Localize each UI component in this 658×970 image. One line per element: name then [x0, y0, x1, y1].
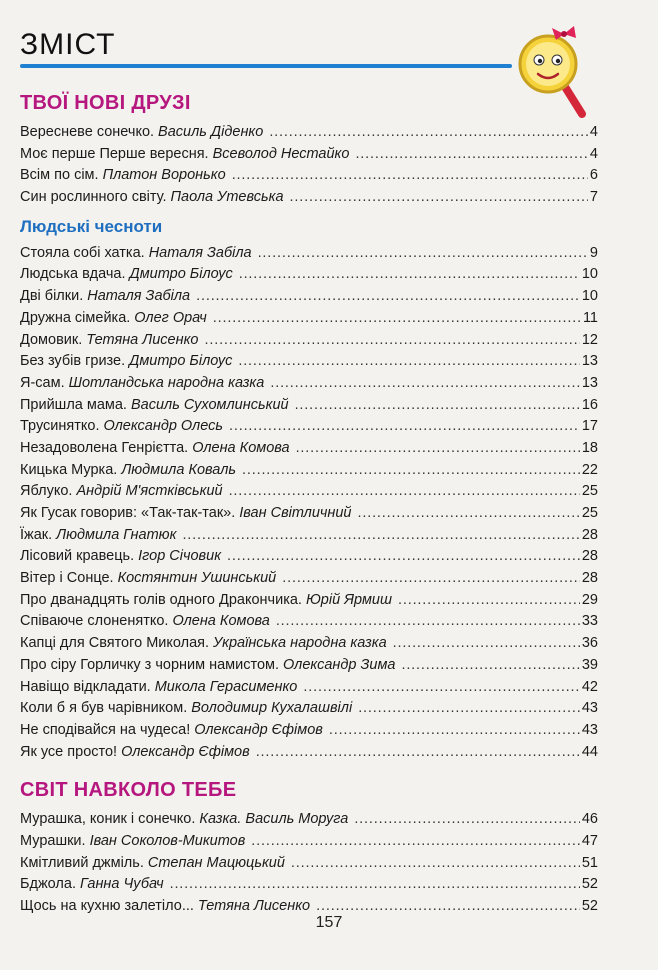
entry-author: Олена Комова [172, 613, 270, 630]
dot-leader [291, 853, 580, 875]
toc-entry [20, 122, 598, 144]
entry-page: 4 [589, 124, 598, 140]
entry-author: Тетяна Лисенко [197, 898, 311, 914]
entry-page: 47 [581, 832, 598, 849]
entry-title: Всім по сім. [20, 167, 99, 184]
toc-entry [20, 525, 598, 547]
entry-author: Тетяна Лисенко [86, 331, 199, 348]
toc-entry [20, 698, 598, 720]
entry-author: Платон Воронько [102, 167, 226, 184]
toc-entry [20, 264, 598, 286]
dot-leader [227, 546, 580, 568]
entry-page: 51 [581, 854, 598, 871]
dot-leader [205, 330, 580, 352]
entry-title: Вересневе сонечко. [20, 124, 155, 140]
entry-title: Без зубів гризе. [20, 353, 126, 370]
entry-title: Бджола. [20, 876, 76, 893]
entry-page: 39 [581, 656, 598, 673]
entry-page: 52 [581, 876, 598, 893]
entry-author: Іван Світличний [239, 505, 352, 521]
toc-entry [20, 720, 598, 742]
entry-title: Стояла собі хатка. [20, 244, 145, 261]
entry-title: Моє перше Перше вересня. [20, 145, 209, 162]
dot-leader [213, 308, 581, 330]
entry-title: Син рослинного світу. [20, 189, 167, 206]
entry-title: Як Гусак говорив: «Так-так-так». [20, 505, 236, 521]
entry-author: Олександр Зима [283, 656, 396, 673]
entry-page: 44 [581, 743, 598, 760]
toc-entry [20, 633, 598, 655]
dot-leader [303, 677, 579, 699]
entry-title: Я-сам. [20, 374, 65, 391]
entry-author: Микола Герасименко [154, 678, 298, 695]
entry-author: Олександр Єфімов [194, 721, 323, 738]
toc-entry [20, 503, 598, 525]
toc-entry [20, 165, 598, 187]
entry-title: Капці для Святого Миколая. [20, 635, 210, 652]
entry-author: Олена Комова [192, 439, 290, 456]
entry-author: Олександр Єфімов [121, 743, 250, 760]
entry-title: Яблуко. [20, 483, 73, 500]
entry-page: 46 [581, 811, 598, 828]
entry-page: 7 [589, 189, 598, 206]
entry-title: Дві білки. [20, 288, 84, 305]
toc-entry [20, 590, 598, 612]
table-of-contents [20, 90, 598, 918]
entry-title: Лісовий кравець. [20, 548, 135, 565]
dot-leader [358, 503, 580, 525]
page-number: 157 [315, 914, 343, 931]
entry-author: Паола Утевська [170, 189, 284, 206]
entry-page: 4 [589, 145, 598, 162]
entry-page: 29 [581, 591, 598, 608]
dot-leader [238, 351, 580, 373]
entry-title: Трусинятко. [20, 418, 100, 435]
dot-leader [182, 525, 579, 547]
toc-entry [20, 853, 598, 875]
entry-author: Дмитро Білоус [129, 353, 233, 370]
entry-author: Дмитро Білоус [129, 266, 233, 283]
entry-title: Про дванадцять голів одного Дракончика. [20, 591, 302, 608]
entry-page: 17 [581, 418, 598, 435]
entry-author: Іван Соколов-Микитов [89, 832, 246, 849]
toc-entry [20, 351, 598, 373]
entry-page: 25 [581, 483, 598, 500]
toc-entry [20, 742, 598, 764]
entry-page: 33 [581, 613, 598, 630]
toc-entry [20, 330, 598, 352]
entry-title: Як усе просто! [20, 743, 118, 760]
dot-leader [295, 395, 580, 417]
entry-title: Співаюче слоненятко. [20, 613, 169, 630]
dot-leader [282, 568, 580, 590]
entry-author: Юрій Ярмиш [305, 591, 392, 608]
entry-author: Олег Орач [134, 309, 207, 326]
page-title: ЗМІСТ [20, 28, 116, 61]
dot-leader [256, 742, 580, 764]
entry-author: Ігор Січовик [138, 548, 222, 565]
dot-leader [270, 373, 580, 395]
entry-author: Олександр Олесь [103, 418, 223, 435]
toc-entry [20, 373, 598, 395]
entry-page: 28 [581, 548, 598, 565]
toc-entry [20, 187, 598, 209]
toc-entry [20, 809, 598, 831]
dot-leader [358, 698, 580, 720]
toc-entry [20, 677, 598, 699]
entry-page: 43 [581, 700, 598, 717]
entry-author: Андрій М'ястківський [76, 483, 223, 500]
entry-page: 13 [581, 353, 598, 370]
dot-leader [276, 611, 580, 633]
dot-leader [393, 633, 580, 655]
entry-page: 22 [581, 461, 598, 478]
dot-leader [355, 144, 587, 166]
entry-author: Всеволод Нестайко [212, 145, 350, 162]
toc-entry [20, 655, 598, 677]
entry-title: Про сіру Горличку з чорним намистом. [20, 656, 280, 673]
dot-leader [251, 831, 580, 853]
toc-entry [20, 286, 598, 308]
entry-title: Кицька Мурка. [20, 461, 118, 478]
dot-leader [170, 874, 580, 896]
dot-leader [229, 481, 580, 503]
entry-author: Українська народна казка [213, 635, 387, 652]
dot-leader [354, 809, 580, 831]
entry-title: Людська вдача. [20, 266, 126, 283]
entry-page: 52 [581, 898, 598, 914]
entry-page: 42 [581, 678, 598, 695]
entry-title: Мурашки. [20, 832, 86, 849]
entry-title: Вітер і Сонце. [20, 570, 114, 587]
dot-leader [258, 243, 588, 265]
entry-author: Ганна Чубач [79, 876, 164, 893]
toc-entry [20, 438, 598, 460]
dot-leader [229, 416, 580, 438]
entry-author: Наталя Забіла [87, 288, 191, 305]
entry-title: Домовик. [20, 331, 83, 348]
toc-entry [20, 611, 598, 633]
entry-title: Їжак. [20, 526, 53, 543]
entry-page: 6 [589, 167, 598, 184]
toc-entry [20, 831, 598, 853]
entry-title: Навіщо відкладати. [20, 678, 151, 695]
dot-leader [232, 165, 588, 187]
toc-entry [20, 460, 598, 482]
entry-page: 43 [581, 721, 598, 738]
entry-author: Василь Діденко [158, 124, 264, 140]
entry-author: Костянтин Ушинський [117, 570, 277, 587]
entry-page: 28 [581, 526, 598, 543]
entry-title: Кмітливий джміль. [20, 854, 144, 871]
entry-title: Щось на кухню залетіло... [20, 898, 194, 914]
dot-leader [296, 438, 580, 460]
entry-title: Коли б я був чарівником. [20, 700, 188, 717]
toc-entry [20, 395, 598, 417]
entry-page: 18 [581, 439, 598, 456]
dot-leader [290, 187, 588, 209]
section-heading: СВІТ НАВКОЛО ТЕБЕ [20, 779, 237, 802]
entry-page: 13 [581, 374, 598, 391]
entry-page: 10 [581, 266, 598, 283]
dot-leader [242, 460, 580, 482]
section-heading: ТВОЇ НОВІ ДРУЗІ [20, 92, 191, 114]
toc-entry [20, 546, 598, 568]
toc-entry [20, 568, 598, 590]
entry-page: 28 [581, 570, 598, 587]
entry-author: Володимир Кухалашвілі [191, 700, 353, 717]
dot-leader [269, 122, 588, 144]
entry-title: Дружна сімейка. [20, 309, 131, 326]
dot-leader [398, 590, 580, 612]
entry-page: 25 [581, 505, 598, 521]
toc-entry [20, 481, 598, 503]
entry-author: Казка. Василь Моруга [199, 811, 349, 828]
entry-page: 36 [581, 635, 598, 652]
entry-title: Прийшла мама. [20, 396, 127, 413]
title-underline [20, 64, 512, 68]
entry-author: Людмила Коваль [121, 461, 237, 478]
entry-author: Василь Сухомлинський [130, 396, 289, 413]
entry-page: 12 [581, 331, 598, 348]
entry-title: Незадоволена Генрієтта. [20, 439, 189, 456]
toc-entry [20, 416, 598, 438]
toc-entry [20, 308, 598, 330]
entry-page: 16 [581, 396, 598, 413]
entry-title: Не сподівайся на чудеса! [20, 721, 191, 738]
toc-entry [20, 144, 598, 166]
dot-leader [196, 286, 580, 308]
entry-page: 11 [582, 309, 598, 326]
entry-author: Степан Мацюцький [147, 854, 285, 871]
dot-leader [239, 264, 580, 286]
subsection-heading: Людські чесноти [20, 216, 163, 236]
toc-entry [20, 874, 598, 896]
entry-page: 10 [581, 288, 598, 305]
entry-author: Наталя Забіла [148, 244, 252, 261]
entry-author: Людмила Гнатюк [56, 526, 177, 543]
dot-leader [329, 720, 580, 742]
dot-leader [401, 655, 579, 677]
entry-title: Мурашка, коник і сонечко. [20, 811, 196, 828]
entry-page: 9 [589, 244, 598, 261]
entry-author: Шотландська народна казка [68, 374, 265, 391]
toc-entry [20, 243, 598, 265]
